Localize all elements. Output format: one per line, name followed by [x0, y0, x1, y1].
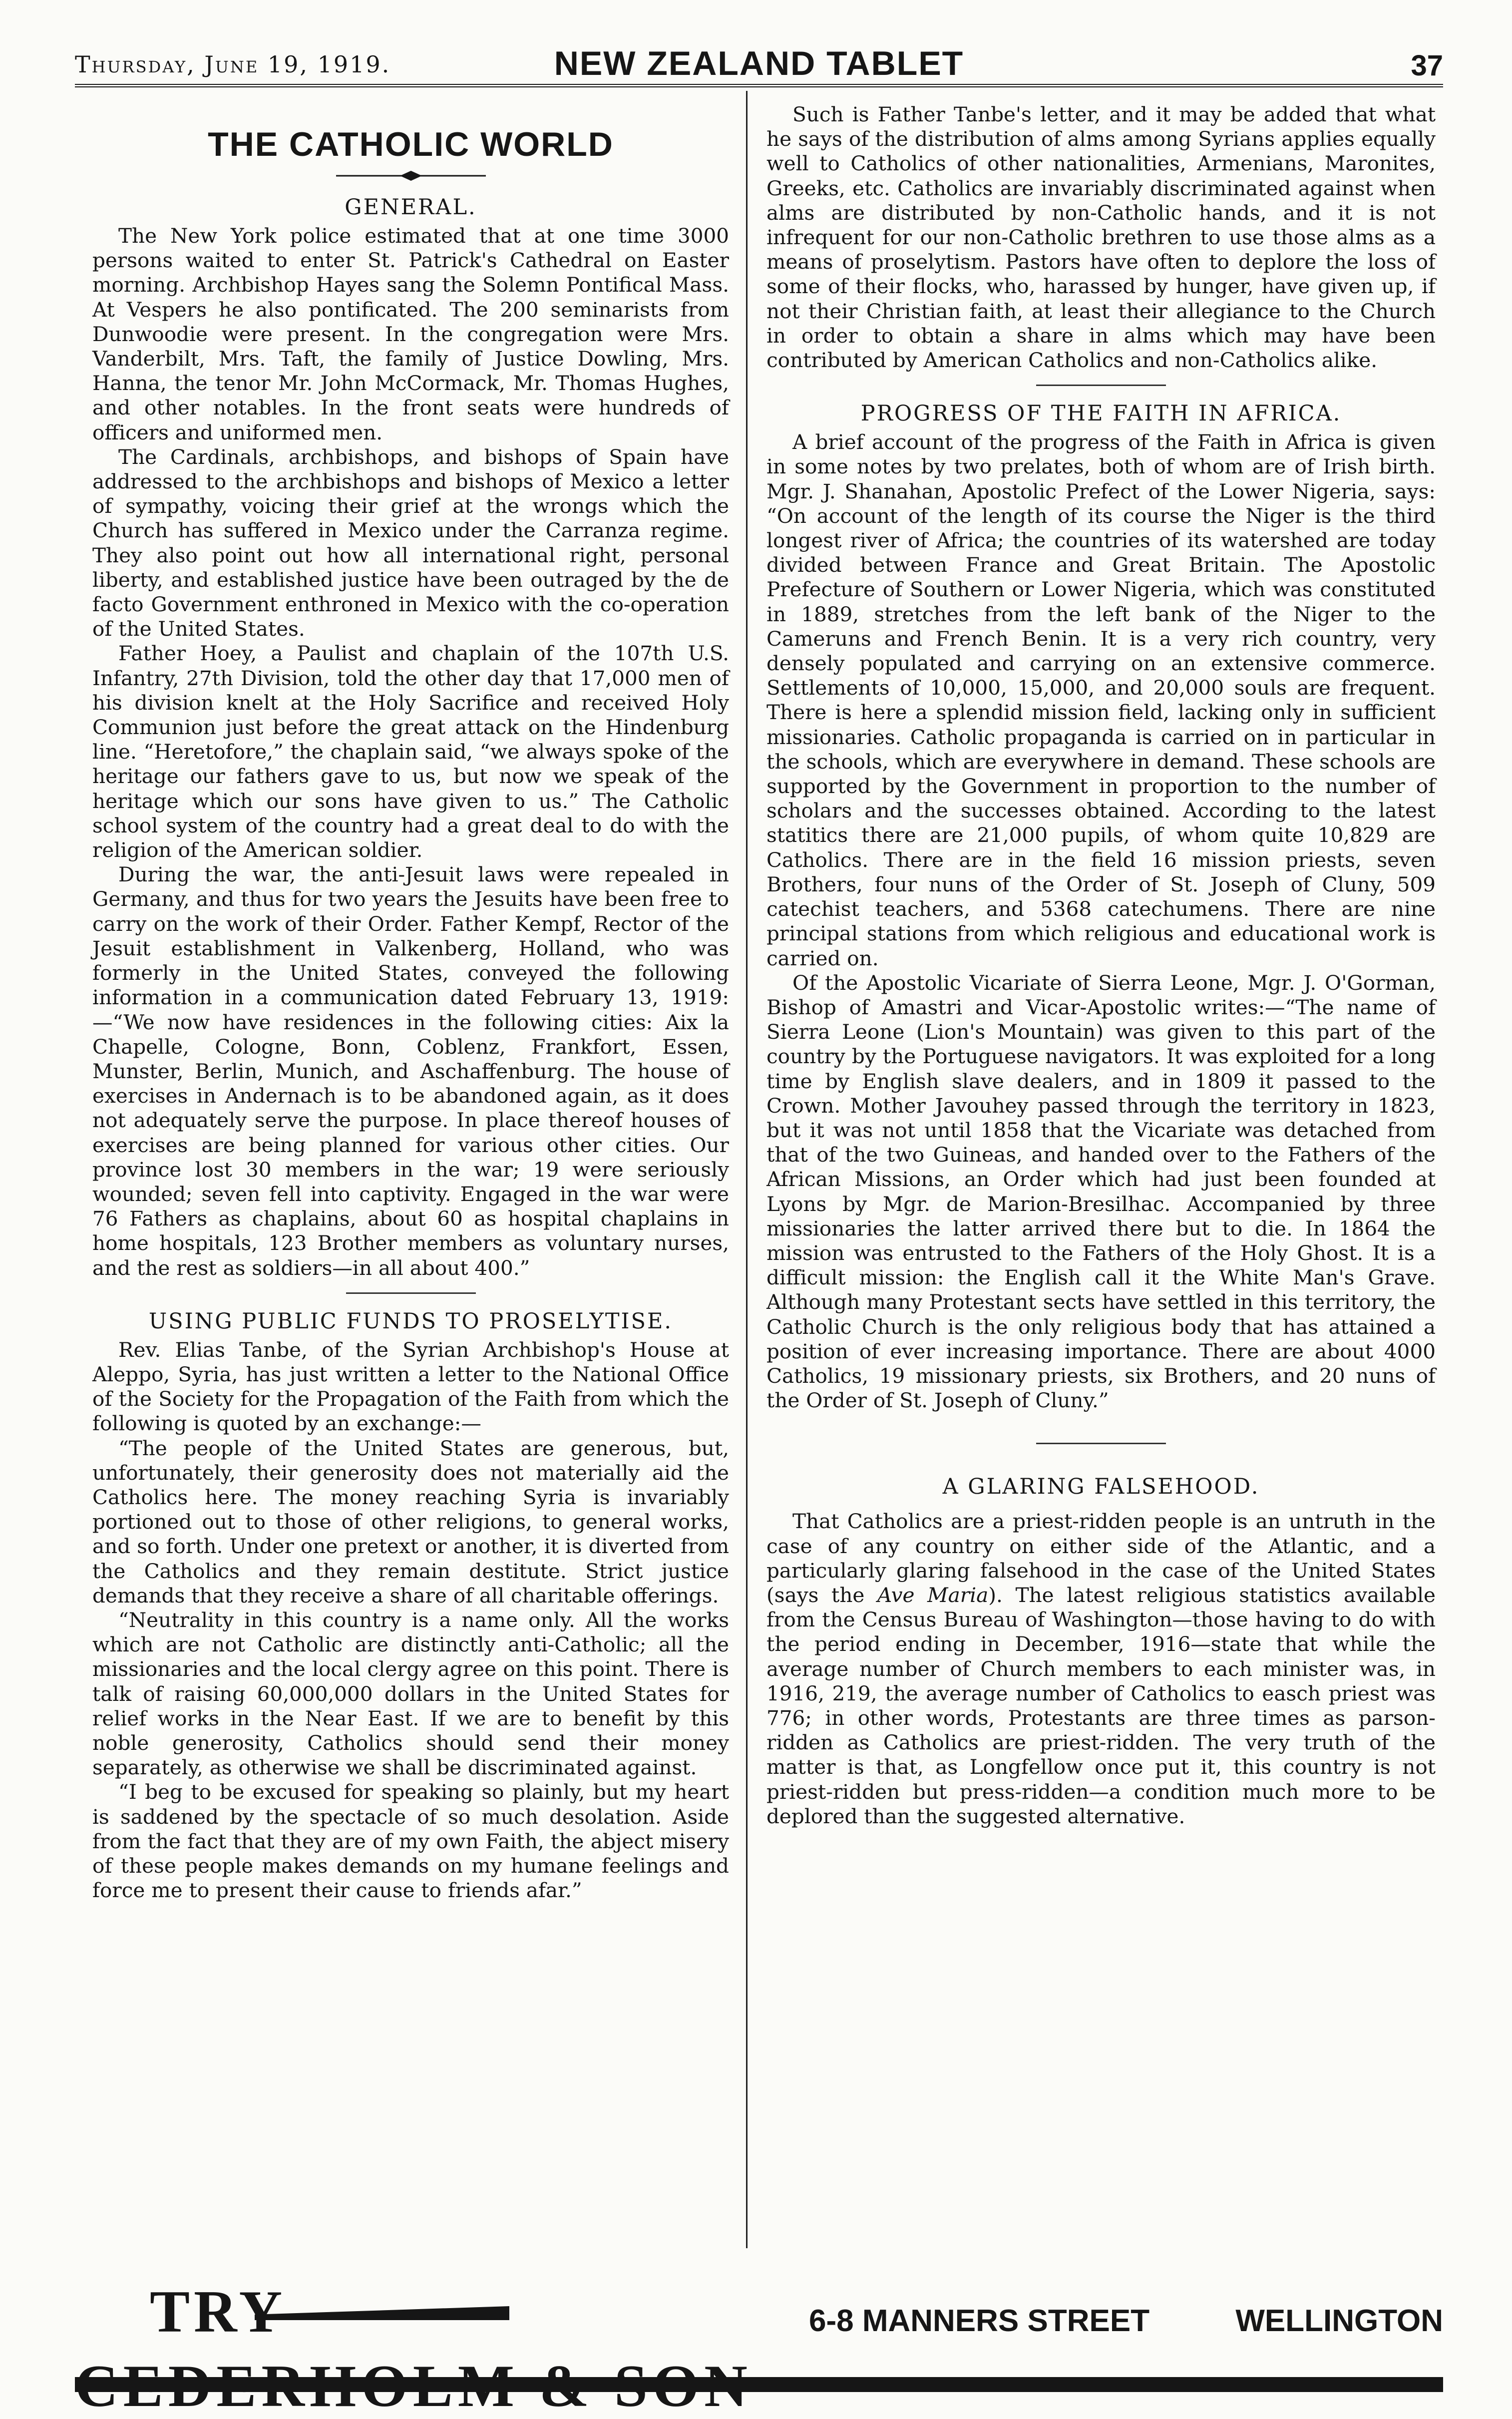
ad-city: WELLINGTON: [1235, 2304, 1443, 2338]
page-number: 37: [1411, 49, 1443, 82]
right-column: [766, 102, 1436, 1829]
issue-date: Thursday, June 19, 1919.: [75, 51, 391, 78]
article-paragraph: Father Hoey, a Paulist and chaplain of the 107th U.S. Infantry, 27th Division, told the other day that 17,000 men of his division knelt at the Holy Sacrifice and received Holy Communion just before the great attack on the Hindenburg line. “Heretofore,” the chaplain said, “we always spoke of the heritage our fathers gave to us, but now we speak of the heritage which our sons have given to us.” The Catholic school system of the country had a great deal to do with the religion of the American soldier.: [92, 641, 729, 862]
article-paragraph: “Neutrality in this country is a name only. All the works which are not Catholic are distinctly anti-Catholic; all the missionaries and the local clergy agree on this point. There is talk of raising 60,000,000 dollars in the United States for relief works in the Near East. If we are to benefit by this noble generosity, Catholics should send their money separately, as otherwise we shall be discriminated against.: [92, 1608, 729, 1780]
section-rule: [346, 1292, 476, 1294]
ad-arrow-icon: [255, 2306, 509, 2320]
page-header: [75, 30, 1443, 80]
falsehood-text-b: ). The latest religious statistics available from the Census Bureau of Washington—those having to do with the period ending in December, 1916—state that while the average number of Church members to each minister was, in 1916, 219, the average number of Catholics to easch priest was 776; in other words, Protestants are three times as parson-ridden as Catholics are priest-ridden. The very truth of the matter is that, as Longfellow once put it, this country is not priest-ridden but press-ridden—a condition much more to be deplored than the suggested alternative.: [766, 1583, 1436, 1828]
ad-try: TRY: [150, 2278, 287, 2345]
funds-title: USING PUBLIC FUNDS TO PROSELYTISE.: [148, 1308, 673, 1334]
article-paragraph: During the war, the anti-Jesuit laws were repealed in Germany, and thus for two years the Jesuits have been free to carry on the work of their Order. Father Kempf, Rector of the Jesuit establishment in Valkenberg, Holland, who was formerly in the United States, conveyed the following information in a communication dated February 13, 1919:—“We now have residences in the following cities: Aix la Chapelle, Cologne, Bonn, Coblenz, Frankfort, Essen, Munster, Berlin, Munich, and Aschaffenburg. The house of exercises in Andernach is to be abandoned again, as it does not adequately serve the purpose. In place thereof houses of exercises are being planned for various other cities. Our province lost 30 members in the war; 19 were seriously wounded; seven fell into captivity. Engaged in the war were 76 Fathers as chaplains, about 60 as hospital chaplains in home hospitals, 123 Brother members as voluntary nurses, and the rest as soldiers—in all about 400.”: [92, 862, 729, 1280]
article-paragraph: The New York police estimated that at one time 3000 persons waited to enter St. Patrick's Cathedral on Easter morning. Archbishop Hayes sang the Solemn Pontifical Mass. At Vespers he also pontificated. The 200 seminarists from Dunwoodie were present. In the congregation were Mrs. Vanderbilt, Mrs. Taft, the family of Justice Dowling, Mrs. Hanna, the tenor Mr. John McCormack, Mr. Thomas Hughes, and other notables. In the front seats were hundreds of officers and uniformed men.: [92, 224, 729, 444]
advertisement-footer: [75, 2272, 1443, 2392]
ad-address-block: [754, 2303, 1443, 2339]
publication-title: NEW ZEALAND TABLET: [554, 44, 964, 82]
article-paragraph: Of the Apostolic Vicariate of Sierra Leone, Mgr. J. O'Gorman, Bishop of Amastri and Vicar-Apostolic writes:—“The name of Sierra Leone (Lion's Mountain) was given to this part of the country by the Portuguese navigators. It was exploited for a long time by English slave dealers, and in 1809 it passed to the Crown. Mother Javouhey passed through the territory in 1823, but it was not until 1858 that the Vicariate was detached from that of the two Guineas, and handed over to the Fathers of the African Missions, an Order which had just been founded at Lyons by Mgr. de Marion-Bresilhac. Accompanied by three missionaries the latter arrived there but to die. In 1864 the mission was entrusted to the Fathers of the Holy Ghost. It is a difficult mission: the English call it the White Man's Grave. Although many Protestant sects have settled in this territory, the Catholic Church is the only religious body that has attained a position of ever increasing importance. There are about 4000 Catholics, 19 missionary priests, six Brothers, and 20 nuns of the Order of St. Joseph of Cluny.”: [766, 970, 1436, 1413]
header-rule: [75, 84, 1443, 87]
article-paragraph: A brief account of the progress of the Faith in Africa is given in some notes by two prelates, both of whom are of Irish birth. Mgr. J. Shanahan, Apostolic Prefect of the Lower Nigeria, says: “On account of the length of its course the Niger is the third longest river of Africa; the countries of its watershed are today divided between France and Great Britain. The Apostolic Prefecture of Southern or Lower Nigeria, which was constituted in 1889, stretches from the left bank of the Niger to the Cameruns and French Benin. It is a very rich country, very densely populated and carrying on an extensive commerce. Settlements of 10,000, 15,000, and 20,000 souls are frequent. There is here a splendid mission field, lacking only in sufficient missionaries. Catholic propaganda is carried on in particular in the schools, which are everywhere in demand. These schools are supported by the Government in proportion to the number of scholars and the successes obtained. According to the latest statitics there are 21,000 pupils, of whom quite 10,829 are Catholics. There are in the field 16 mission priests, seven Brothers, four nuns of the Order of St. Joseph of Cluny, 509 catechist teachers, and 5368 catechumens. There are nine principal stations from which religious and educational work is carried on.: [766, 430, 1436, 970]
article-paragraph: [766, 1509, 1436, 1829]
article-paragraph: Such is Father Tanbe's letter, and it may be added that what he says of the distribution of alms among Syrians applies equally well to Catholics of other nationalities, Armenians, Maronites, Greeks, etc. Catholics are invariably discriminated against when alms are distributed by non-Catholic hands, and it is not infrequent for our non-Catholic brethren to use those alms as a means of proselytism. Pastors have often to deplore the loss of some of their flocks, who, harassed by hunger, have given up, if not their Christian faith, at least their allegiance to the Church in order to obtain a share in alms which may have been contributed by American Catholics and non-Catholics alike.: [766, 102, 1436, 373]
falsehood-text-a: That Catholics are a priest-ridden people is an untruth in the case of any country on either side of the Atlantic, and a particularly glaring falsehood in the case of the United States (says the: [766, 1509, 1436, 1607]
africa-title: PROGRESS OF THE FAITH IN AFRICA.: [860, 401, 1342, 426]
ad-address: 6-8 MANNERS STREET: [809, 2304, 1150, 2338]
section-rule: [1036, 385, 1166, 386]
section-heading: THE CATHOLIC WORLD: [208, 125, 614, 163]
article-paragraph: The Cardinals, archbishops, and bishops of Spain have addressed to the archbishops and bishops of Mexico a letter of sympathy, voicing their grief at the wrongs which the Church has suffered in Mexico under the Carranza regime. They also point out how all international right, personal liberty, and established justice have been outraged by the de facto Government enthroned in Mexico with the co-operation of the United States.: [92, 444, 729, 641]
section-rule: [1036, 1443, 1166, 1444]
falsehood-source: Ave Maria: [877, 1583, 989, 1607]
article-paragraph: “I beg to be excused for speaking so plainly, but my heart is saddened by the spectacle of so much desolation. Aside from the fact that they are of my own Faith, the abject misery of these people makes demands on my humane feelings and force me to present their cause to friends afar.”: [92, 1780, 729, 1903]
column-divider: [746, 91, 748, 2248]
ornament-divider-icon: [336, 170, 486, 182]
general-title: GENERAL.: [345, 195, 477, 220]
footer-bar: [75, 2377, 1443, 2392]
left-column: [92, 102, 729, 1903]
article-paragraph: Rev. Elias Tanbe, of the Syrian Archbishop's House at Aleppo, Syria, has just written a letter to the National Office of the Society for the Propagation of the Faith from which the following is quoted by an exchange:—: [92, 1337, 729, 1436]
article-paragraph: “The people of the United States are generous, but, unfortunately, their generosity does not materially aid the Catholics here. The money reaching Syria is invariably portioned out to those of other religions, to general works, and so forth. Under one pretext or another, it is diverted from the Catholics and they remain destitute. Strict justice demands that they receive a share of all charitable offerings.: [92, 1436, 729, 1608]
falsehood-title: A GLARING FALSEHOOD.: [942, 1474, 1260, 1500]
